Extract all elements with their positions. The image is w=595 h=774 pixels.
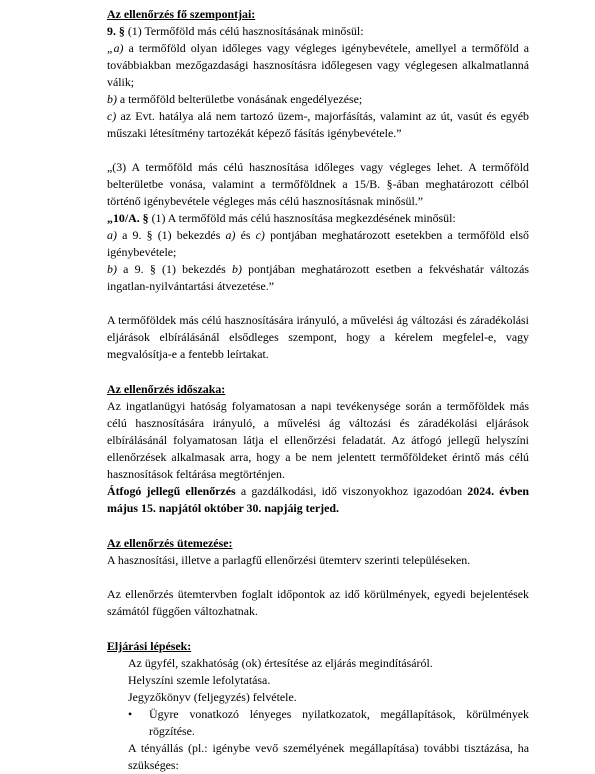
paragraph-10a-intro	[107, 210, 529, 227]
point-a	[107, 40, 529, 91]
text: pontjában meghatározott esetekben a termőföld első igénybevétele;	[107, 228, 530, 259]
section-number: 9. §	[107, 24, 125, 38]
ref-c: c)	[255, 228, 265, 242]
section-heading-procedure: Eljárási lépések:	[107, 639, 192, 653]
text: a 9. § (1) bekezdés	[116, 228, 226, 242]
section-heading-period: Az ellenőrzés időszaka:	[107, 382, 226, 396]
point-c	[107, 108, 529, 142]
ref-b: b)	[232, 262, 242, 276]
text: (1) A termőföld más célú hasznosítása megkezdésének minősül:	[148, 211, 456, 225]
summary-paragraph: A termőföldek más célú hasznosítására irányuló, a művelési ág változási és záradékolási eljárások elbírálásánál elsődleges szempont, hogy a kérelem megfelel-e, vagy megvalósítja-e a fentebb leírtakat.	[107, 313, 529, 361]
section-heading-main-criteria: Az ellenőrzés fő szempontjai:	[107, 7, 256, 21]
paragraph-9-intro	[107, 23, 529, 40]
period-paragraph: Az ingatlanügyi hatóság folyamatosan a napi tevékenysége során a termőföldek más célú hasznosítására irányuló, a művelési ág változási és záradékolási eljárások elbírálásánál folyamatosan látja el ellenőrzési feladatát. Az átfogó jellegű helyszíni ellenőrzések alkalmasak arra, hogy a be nem jelentett termőföldeket érintő más célú hasznosítások feltárása megtörténjen.	[107, 399, 529, 481]
point-label: c)	[107, 109, 117, 123]
section-number: „10/A. §	[107, 211, 149, 225]
procedure-bullet-item	[107, 706, 529, 740]
procedure-step-1: Az ügyfél, szakhatóság (ok) értesítése az eljárás megindításáról.	[128, 656, 433, 670]
procedure-step-4: A tényállás (pl.: igénybe vevő személyének megállapítása) további tisztázása, ha szükséges:	[128, 741, 529, 772]
text: a termőföld belterületbe vonásának engedélyezése;	[116, 92, 363, 106]
point-label: „a)	[107, 41, 124, 55]
point-label: a)	[107, 228, 117, 242]
point-b	[107, 91, 529, 108]
schedule-paragraph-2: Az ellenőrzés ütemtervben foglalt időpontok az idő körülmények, egyedi bejelentések számától függően változhatnak.	[107, 587, 529, 618]
bold-dates: 2024. évben május 15. napjától október 30. napjáig terjed.	[107, 484, 529, 515]
text: az Evt. hatálya alá nem tartozó üzem-, majorfásítás, valamint az út, vasút és egyéb műszaki létesítmény tartozékát képező fásítás igénybevétele.”	[107, 109, 529, 140]
text: pontjában meghatározott esetben a fekvéshatár változás ingatlan-nyilvántartási átvezetése.”	[107, 262, 529, 293]
text: (1) Termőföld más célú hasznosításának minősül:	[124, 24, 364, 38]
bold-text: Átfogó jellegű ellenőrzés	[107, 484, 236, 498]
text: a gazdálkodási, idő viszonyokhoz igazodóan	[235, 484, 468, 498]
schedule-paragraph-1: A hasznosítási, illetve a parlagfű ellenőrzési ütemterv szerinti településeken.	[107, 553, 471, 567]
section-heading-schedule: Az ellenőrzés ütemezése:	[107, 536, 233, 550]
text: a termőföld olyan időleges vagy végleges igénybevétele, amellyel a termőföld a továbbiakban mezőgazdasági hasznosításra időlegesen vagy véglegesen alkalmatlanná válik;	[107, 41, 529, 89]
point-label: b)	[107, 92, 117, 106]
procedure-step-3: Jegyzőkönyv (feljegyzés) felvétele.	[128, 690, 297, 704]
point-10a-b	[107, 261, 529, 295]
point-10a-a	[107, 227, 529, 261]
text: a 9. § (1) bekezdés	[116, 262, 232, 276]
document-body	[107, 6, 529, 774]
bullet-icon: •	[128, 707, 133, 721]
point-label: b)	[107, 262, 117, 276]
period-dates-paragraph	[107, 483, 529, 517]
bullet-text: Ügyre vonatkozó lényeges nyilatkozatok, megállapítások, körülmények rögzítése.	[149, 707, 529, 738]
ref-a: a)	[225, 228, 236, 242]
text: és	[235, 228, 256, 242]
procedure-step-2: Helyszíni szemle lefolytatása.	[128, 673, 271, 687]
paragraph-9-3: „(3) A termőföld más célú hasznosítása időleges vagy végleges lehet. A termőföld belterületbe vonása, valamint a termőföldnek a 15/B. §-ában meghatározott célból történő igénybevétele végleges más célú hasznosításnak minősül.”	[107, 160, 529, 208]
